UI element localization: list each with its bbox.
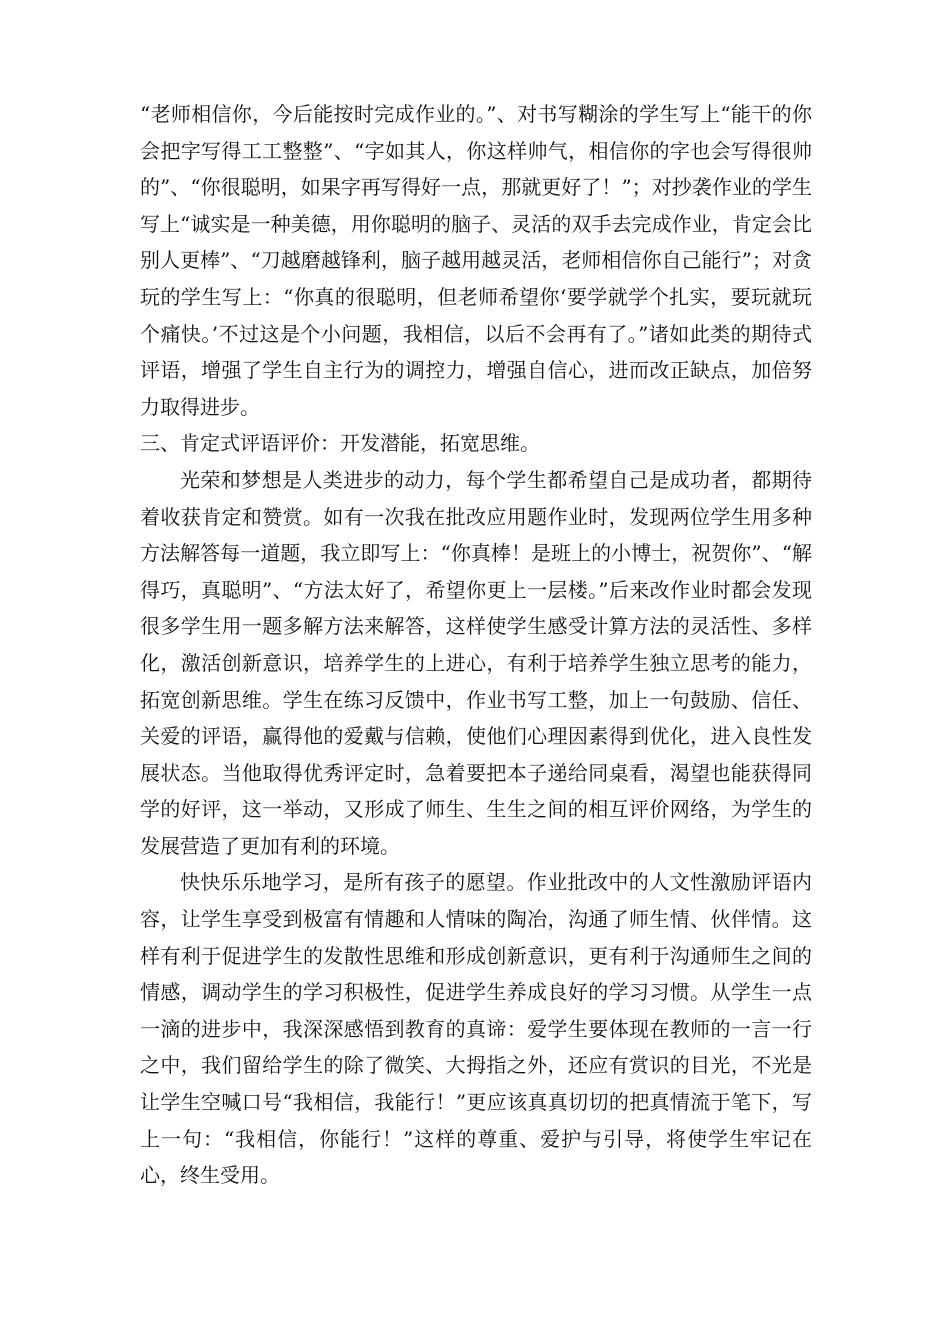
section-heading-3: 三、肯定式评语评价：开发潜能，拓宽思维。 — [140, 431, 540, 456]
paragraph-expectation-comments: “老师相信你，今后能按时完成作业的。”、对书写糊涂的学生写上“能干的你会把字写得工工整整”、“字如其人，你这样帅气，相信你的字也会写得很帅的”、“你很聪明，如果字再写得好一点，那就更好了！”；对抄袭作业的学生写上“诚实是一种美德，用你聪明的脑子、灵活的双手去完成作业，肯定会比别人更棒”、“刀越磨越锋利，脑子越用越灵活，老师相信你自己能行”；对贪玩的学生写上：“你真的很聪明，但老师希望你‘要学就学个扎实，要玩就玩个痛快。’不过这是个小问题，我相信，以后不会再有了。”诸如此类的期待式评语，增强了学生自主行为的调控力，增强自信心，进而改正缺点，加倍努力取得进步。 — [140, 102, 812, 419]
paragraph-conclusion: 快快乐乐地学习，是所有孩子的愿望。作业批改中的人文性激励评语内容，让学生享受到极富有情趣和人情味的陶冶，沟通了师生情、伙伴情。这样有利于促进学生的发散性思维和形成创新意识，更有利于沟通师生之间的情感，调动学生的学习积极性，促进学生养成良好的学习习惯。从学生一点一滴的进步中，我深深感悟到教育的真谛：爱学生要体现在教师的一言一行之中，我们留给学生的除了微笑、大拇指之外，还应有赏识的目光，不光是让学生空喊口号“我相信，我能行！”更应该真真切切的把真情流于笔下，写上一句：“我相信，你能行！”这样的尊重、爱护与引导，将使学生牢记在心，终生受用。 — [140, 870, 812, 1188]
document-body — [140, 96, 812, 1194]
paragraph-affirmative-comments: 光荣和梦想是人类进步的动力，每个学生都希望自己是成功者，都期待着收获肯定和赞赏。如有一次我在批改应用题作业时，发现两位学生用多种方法解答每一道题，我立即写上：“你真棒！是班上的小博士，祝贺你”、“解得巧，真聪明”、“方法太好了，希望你更上一层楼。”后来改作业时都会发现很多学生用一题多解方法来解答，这样使学生感受计算方法的灵活性、多样化，激活创新意识，培养学生的上进心，有利于培养学生独立思考的能力，拓宽创新思维。学生在练习反馈中，作业书写工整，加上一句鼓励、信任、关爱的评语，赢得他的爱戴与信赖，使他们心理因素得到优化，进入良性发展状态。当他取得优秀评定时，急着要把本子递给同桌看，渴望也能获得同学的好评，这一举动，又形成了师生、生生之间的相互评价网络，为学生的发展营造了更加有利的环境。 — [140, 467, 812, 858]
